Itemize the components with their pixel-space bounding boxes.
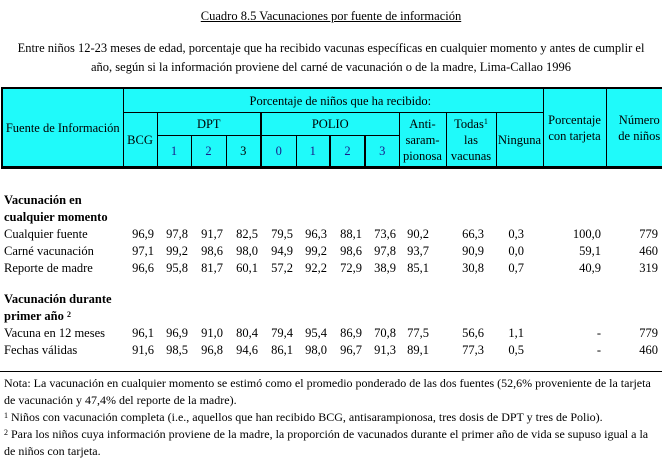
section-heading — [4, 291, 662, 308]
row-label: Carné vacunación — [4, 244, 94, 258]
header-dpt: DPT — [157, 113, 261, 136]
header-polio-1: 1 — [296, 136, 330, 168]
header-todas-text: Todas — [454, 116, 484, 131]
section-heading — [4, 308, 662, 325]
table-cell: 72,9 — [340, 261, 362, 275]
table-cell: 93,7 — [407, 244, 429, 258]
header-todas-l3: vacunas — [450, 148, 492, 163]
header-polio-3: 3 — [365, 136, 399, 168]
table-cell: 80,4 — [236, 326, 258, 340]
table-cell: 319 — [639, 261, 658, 275]
row-label: Vacuna en 12 meses — [4, 326, 106, 340]
table-cell: 96,6 — [132, 261, 154, 275]
table-cell: 460 — [639, 244, 658, 258]
table-cell: 70,8 — [374, 326, 396, 340]
table-cell: 79,5 — [271, 227, 293, 241]
footnote-1-marker: 1 — [4, 411, 8, 420]
table-cell: 40,9 — [579, 261, 601, 275]
header-dpt-1: 1 — [157, 136, 191, 168]
table-cell: 90,9 — [462, 244, 484, 258]
row-label: Cualquier fuente — [4, 227, 88, 241]
table-cell: 779 — [639, 227, 658, 241]
table-notes — [4, 375, 654, 460]
notes-divider — [0, 371, 662, 372]
table-row — [4, 325, 662, 342]
table-cell: 89,1 — [407, 343, 429, 357]
table-cell: 98,0 — [305, 343, 327, 357]
header-todas-vacunas — [446, 113, 496, 168]
section-heading-text: cualquier momento — [4, 210, 108, 224]
table-cell: 90,2 — [407, 227, 429, 241]
header-todas-l1 — [447, 116, 496, 132]
section-heading — [4, 209, 662, 226]
table-cell: 38,9 — [374, 261, 396, 275]
table-cell: 94,6 — [236, 343, 258, 357]
table-cell: 100,0 — [572, 227, 601, 241]
table-cell: 91,6 — [132, 343, 154, 357]
table-cell: 96,3 — [305, 227, 327, 241]
header-polio-2: 2 — [330, 136, 365, 168]
header-porcentaje-tarjeta — [543, 88, 606, 168]
table-cell: 1,1 — [508, 326, 524, 340]
header-fuente: Fuente de Información — [2, 88, 123, 168]
table-cell: 779 — [639, 326, 658, 340]
footnote-1-text: Niños con vacunación completa (i.e., aquellos que han recibido BCG, antisarampionosa, tres dosis de DPT y tres de Polio). — [8, 410, 603, 424]
header-numero-l2: de niños — [618, 128, 661, 143]
table-cell: 96,1 — [132, 326, 154, 340]
table-cell: 95,4 — [305, 326, 327, 340]
table-cell: 77,5 — [407, 326, 429, 340]
table-row — [4, 243, 662, 260]
table-cell: 81,7 — [201, 261, 223, 275]
footnote-marker: 2 — [66, 310, 71, 319]
table-cell: 0,3 — [508, 227, 524, 241]
header-bcg: BCG — [123, 113, 157, 168]
header-polio: POLIO — [261, 113, 399, 136]
table-cell: 91,3 — [374, 343, 396, 357]
table-cell: 97,8 — [166, 227, 188, 241]
footnote-1 — [4, 409, 654, 426]
table-cell: 99,2 — [305, 244, 327, 258]
table-cell: 60,1 — [236, 261, 258, 275]
table-row — [4, 342, 662, 359]
table-cell: 99,2 — [166, 244, 188, 258]
table-cell: 98,6 — [340, 244, 362, 258]
table-cell: 86,9 — [340, 326, 362, 340]
table-cell: 79,4 — [271, 326, 293, 340]
table-cell: 77,3 — [462, 343, 484, 357]
footnote-2-marker: 2 — [4, 428, 8, 437]
table-cell: 88,1 — [340, 227, 362, 241]
footnote-2-text: Para los niños cuya información proviene de la madre, la proporción de vacunados durante el primer año de vida se supuso igual a la de niños con tarjeta. — [4, 427, 649, 458]
table-cell: 94,9 — [271, 244, 293, 258]
table-cell: - — [596, 343, 601, 357]
table-header — [1, 87, 662, 169]
table-cell: 73,6 — [374, 227, 396, 241]
section-heading — [4, 192, 662, 209]
header-porcentaje-tarjeta-l1: Porcentaje — [548, 112, 601, 127]
section-heading-line-1: Vacunación durante — [4, 292, 112, 306]
row-label: Fechas válidas — [4, 343, 78, 357]
section-heading-text: primer año — [4, 309, 64, 323]
footnote-2 — [4, 426, 654, 460]
table-cell: 0,7 — [508, 261, 524, 275]
table-cell: 91,7 — [201, 227, 223, 241]
table-cell: 59,1 — [579, 244, 601, 258]
footnote-marker: 1 — [483, 116, 488, 126]
table-cell: 98,0 — [236, 244, 258, 258]
row-label: Reporte de madre — [4, 261, 93, 275]
table-row — [4, 260, 662, 277]
header-porcentaje-tarjeta-l2: con tarjeta — [548, 128, 601, 143]
header-anti-l3: pionosa — [403, 148, 442, 163]
section-heading-line-1: Vacunación en — [4, 193, 82, 207]
table-cell: 91,0 — [201, 326, 223, 340]
header-numero-l1: Número — [618, 112, 660, 127]
table-cell: 97,8 — [374, 244, 396, 258]
header-antisarampionosa — [399, 113, 446, 168]
table-cell: 96,9 — [132, 227, 154, 241]
table-cell: 460 — [639, 343, 658, 357]
table-cell: 98,5 — [166, 343, 188, 357]
table-row — [4, 226, 662, 243]
header-todas-l2: las — [464, 132, 478, 147]
table-cell: 98,6 — [201, 244, 223, 258]
table-cell: 56,6 — [462, 326, 484, 340]
table-title — [0, 9, 662, 24]
table-cell: - — [596, 326, 601, 340]
header-anti-l2: saram- — [405, 132, 440, 147]
table-cell: 92,2 — [305, 261, 327, 275]
table-cell: 96,9 — [166, 326, 188, 340]
header-anti-l1: Anti- — [409, 116, 436, 131]
table-cell: 57,2 — [271, 261, 293, 275]
table-cell: 96,8 — [201, 343, 223, 357]
note-text: Nota: La vacunación en cualquier momento se estimó como el promedio ponderado de las dos fuentes (52,6% proveniente de la tarjeta de vacunación y 47,4% del reporte de la madre). — [4, 376, 651, 407]
table-cell: 97,1 — [132, 244, 154, 258]
table-cell: 30,8 — [462, 261, 484, 275]
header-dpt-2: 2 — [191, 136, 226, 168]
table-cell: 82,5 — [236, 227, 258, 241]
table-cell: 66,3 — [462, 227, 484, 241]
subtitle-line-2: año, según si la información proviene del carné de vacunación o de la madre, Lima-Callao 1996 — [90, 60, 572, 74]
table-cell: 86,1 — [271, 343, 293, 357]
header-polio-0: 0 — [261, 136, 296, 168]
subtitle-line-1: Entre niños 12-23 meses de edad, porcentaje que ha recibido vacunas específicas en cualquier momento y antes de cumplir el — [17, 41, 645, 55]
table-cell: 95,8 — [166, 261, 188, 275]
section-heading-line-2 — [4, 308, 71, 325]
table-cell: 0,5 — [508, 343, 524, 357]
header-porcentaje-recibido: Porcentaje de niños que ha recibido: — [123, 88, 543, 113]
table-cell: 96,7 — [340, 343, 362, 357]
header-numero-ninos — [606, 88, 662, 168]
table-cell: 0,0 — [508, 244, 524, 258]
table-cell: 85,1 — [407, 261, 429, 275]
header-ninguna: Ninguna — [496, 113, 543, 168]
table-subtitle — [8, 39, 654, 77]
section-heading-line-2 — [4, 209, 108, 226]
table-title-text: Cuadro 8.5 Vacunaciones por fuente de información — [200, 9, 462, 23]
header-dpt-3: 3 — [226, 136, 261, 168]
